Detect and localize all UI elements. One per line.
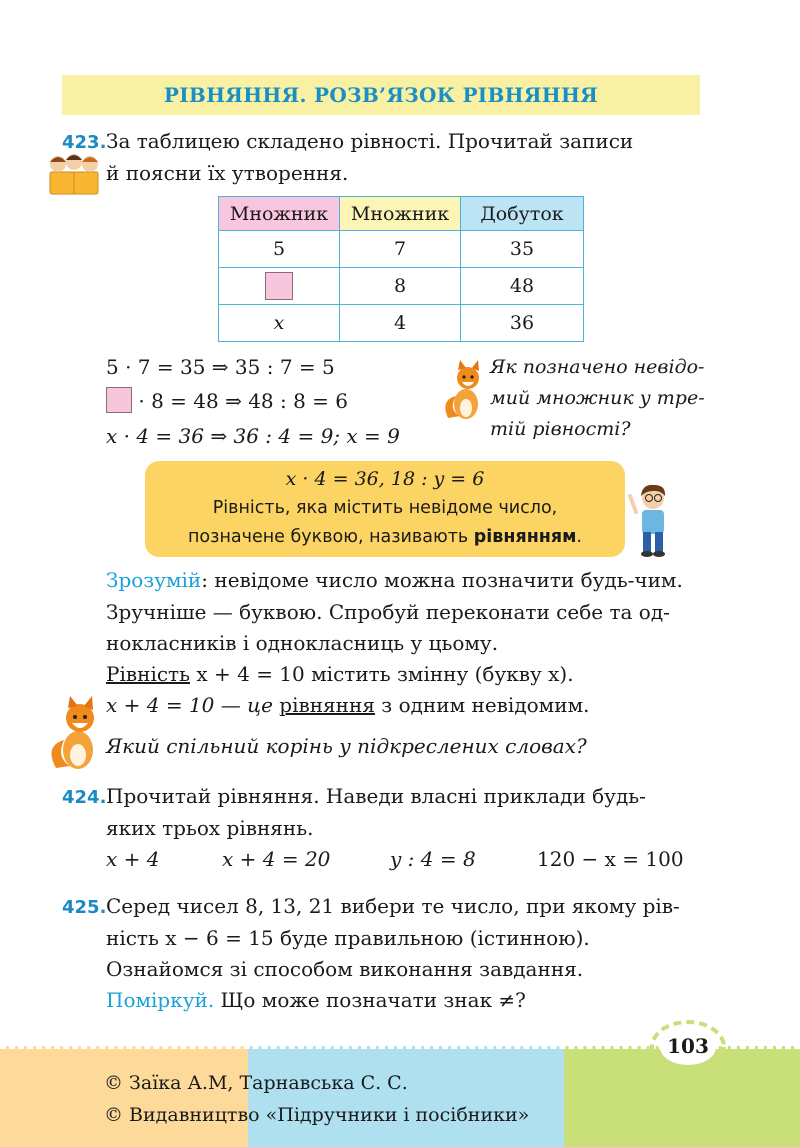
exercise-425-line4: Що може позначати знак ≠? xyxy=(214,988,526,1012)
boy-character-icon xyxy=(628,482,678,557)
explain-line5-a: x + 4 = 10 — це xyxy=(106,693,280,717)
exercise-424-line2: яких трьох рівнянь. xyxy=(106,816,314,840)
table-cell: 7 xyxy=(340,231,461,268)
table-header-factor-1: Множник xyxy=(219,197,340,231)
exercise-425-line1: Серед чисел 8, 13, 21 вибери те число, при якому рів- xyxy=(106,894,680,918)
rule-line2-row xyxy=(145,523,625,552)
page-title: РІВНЯННЯ. РОЗВ’ЯЗОК РІВНЯННЯ xyxy=(163,83,599,107)
fox-icon xyxy=(48,696,104,774)
exercise-423-line2: й поясни їх утворення. xyxy=(106,161,349,185)
unknown-square-icon xyxy=(265,272,293,300)
rule-line1: Рівність, яка містить невідоме число, xyxy=(212,498,558,518)
explain-line2: Зручніше — буквою. Спробуй переконати себе та од- xyxy=(106,600,670,624)
equation-2-row xyxy=(106,385,348,417)
exercise-424-line1: Прочитай рівняння. Наведи власні приклади будь- xyxy=(106,784,646,808)
rule-term: рівнянням xyxy=(473,527,577,547)
exercise-425-line2: ність x − 6 = 15 буде правильною (істинною). xyxy=(106,926,590,950)
equation-example: 120 − x = 100 xyxy=(537,847,684,871)
rule-end: . xyxy=(576,527,582,547)
table-row xyxy=(219,268,584,305)
pair-work-icon xyxy=(46,150,102,196)
exercise-425-number: 425. xyxy=(62,897,107,918)
exercise-423-number: 423. xyxy=(62,132,107,153)
copyright-publisher: © Видавництво «Підручники і посібники» xyxy=(104,1104,530,1126)
explain-line3: нокласників і однокласниць у цьому. xyxy=(106,631,499,655)
understand-hint: Зрозумій xyxy=(106,568,202,592)
table-cell-unknown xyxy=(219,268,340,305)
table-cell: 5 xyxy=(219,231,340,268)
copyright-authors: © Заїка А.М, Тарнавська С. С. xyxy=(104,1072,408,1094)
table-header-product: Добуток xyxy=(461,197,584,231)
rule-formula: x · 4 = 36, 18 : y = 6 xyxy=(285,468,485,490)
question-423 xyxy=(490,352,705,445)
table-cell: 35 xyxy=(461,231,584,268)
explain-line5-b: з одним невідомим. xyxy=(374,693,590,717)
rule-line2: позначене буквою, називають xyxy=(187,527,474,547)
explain-line4-row xyxy=(106,658,574,690)
table-cell: 36 xyxy=(461,305,584,342)
fox-icon xyxy=(442,360,488,422)
equation-2: · 8 = 48 ⇒ 48 : 8 = 6 xyxy=(132,389,349,413)
question-line: тій рівності? xyxy=(490,418,631,440)
exercise-425-line3: Ознайомся зі способом виконання завдання. xyxy=(106,957,584,981)
table-header-factor-2: Множник xyxy=(340,197,461,231)
exercise-423-line1: За таблицею складено рівності. Прочитай записи xyxy=(106,129,634,153)
rule-box xyxy=(145,461,625,557)
equation-example: x + 4 = 20 xyxy=(222,847,331,871)
exercise-424-number: 424. xyxy=(62,787,107,808)
explain-line1: : невідоме число можна позначити будь-чим. xyxy=(201,568,683,592)
underlined-word: Рівність xyxy=(106,662,190,686)
equation-1: 5 · 7 = 35 ⇒ 35 : 7 = 5 xyxy=(106,355,335,379)
explain-line1-row xyxy=(106,564,683,596)
table-cell: x xyxy=(219,305,340,342)
exercise-425-line4-row xyxy=(106,984,526,1016)
table-cell: 4 xyxy=(340,305,461,342)
table-cell: 8 xyxy=(340,268,461,305)
explain-line5-row xyxy=(106,689,589,721)
explain-question: Який спільний корінь у підкреслених словах? xyxy=(106,734,587,758)
unknown-square-icon xyxy=(106,387,132,413)
equation-example: y : 4 = 8 xyxy=(390,847,476,871)
table-cell: 48 xyxy=(461,268,584,305)
underlined-word: рівняння xyxy=(279,693,375,717)
page-number: 103 xyxy=(667,1034,709,1058)
multiplication-table xyxy=(218,196,584,342)
think-hint: Поміркуй. xyxy=(106,988,215,1012)
equation-example: x + 4 xyxy=(106,847,160,871)
equation-3: x · 4 = 36 ⇒ 36 : 4 = 9; x = 9 xyxy=(106,424,400,448)
question-line: Як позначено невідо- xyxy=(490,356,705,378)
table-row xyxy=(219,305,584,342)
table-row xyxy=(219,231,584,268)
section-title-bar xyxy=(62,75,700,115)
question-line: мий множник у тре- xyxy=(490,387,705,409)
explain-line4: x + 4 = 10 містить змінну (букву x). xyxy=(190,662,574,686)
